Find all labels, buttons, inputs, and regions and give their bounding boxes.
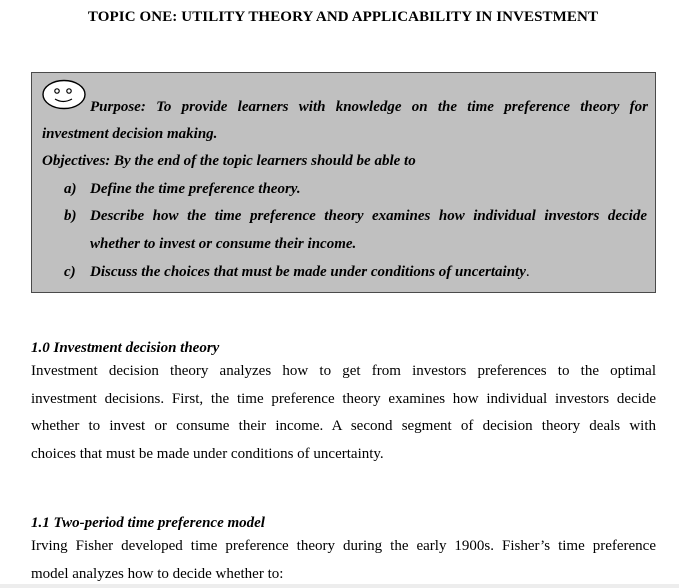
page-title: TOPIC ONE: UTILITY THEORY AND APPLICABILITY IN INVESTMENT (87, 9, 599, 25)
purpose-objectives-box (31, 72, 656, 293)
paragraph-line: investment decisions. First, the time preference theory examines how individual investors decide (31, 390, 656, 407)
objective-text: Discuss the choices that must be made under conditions of uncertainty (90, 264, 526, 280)
page-bottom-edge (0, 584, 679, 588)
purpose-text-continued: investment decision making. (42, 126, 218, 142)
objective-text: Define the time preference theory. (90, 181, 301, 197)
paragraph-line: model analyzes how to decide whether to: (31, 565, 284, 582)
objective-marker: a) (64, 181, 77, 197)
objective-marker: c) (64, 264, 76, 280)
section-paragraph (31, 358, 656, 468)
objective-text: Describe how the time preference theory examines how individual investors decide (90, 208, 647, 224)
section-heading: 1.0 Investment decision theory (31, 340, 220, 356)
objective-item (64, 206, 647, 226)
paragraph-line: Investment decision theory analyzes how to get from investors preferences to the optimal (31, 363, 656, 379)
objective-item (64, 179, 301, 199)
objective-text-continued: whether to invest or consume their income. (90, 236, 357, 252)
objectives-intro: Objectives: By the end of the topic learners should be able to (42, 153, 416, 169)
objective-marker: b) (64, 208, 77, 224)
section-paragraph (31, 533, 656, 588)
objective-item (64, 262, 530, 282)
section-heading: 1.1 Two-period time preference model (31, 515, 265, 531)
paragraph-line: choices that must be made under conditions of uncertainty. (31, 445, 384, 462)
objective-trailing-period: . (525, 264, 530, 280)
purpose-text: Purpose: To provide learners with knowledge on the time preference theory for (90, 99, 648, 115)
paragraph-line: whether to invest or consume their income. A second segment of decision theory deals with (31, 418, 656, 434)
paragraph-line: Irving Fisher developed time preference theory during the early 1900s. Fisher’s time preference (31, 538, 656, 554)
